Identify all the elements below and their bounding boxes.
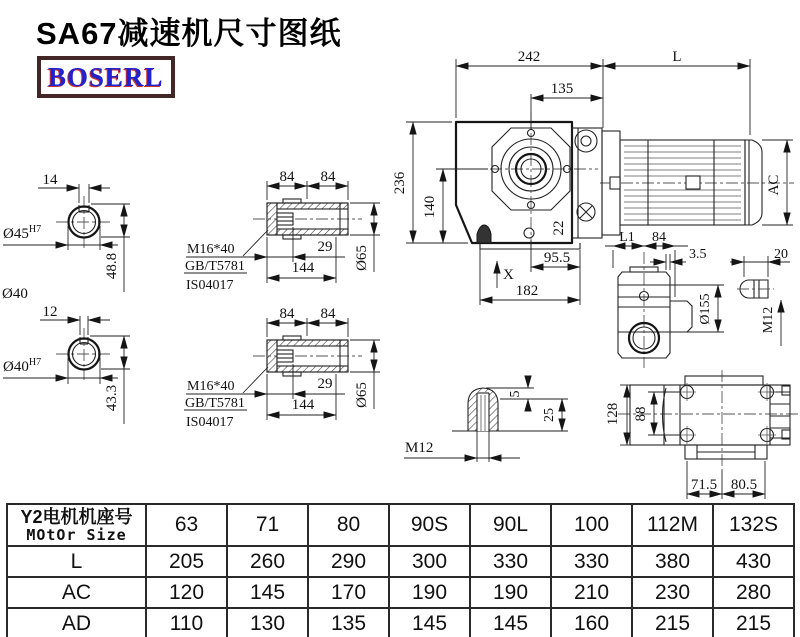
dim-bore-2: $Ø40^{H7}$ [3, 357, 42, 375]
cell: 330 [470, 546, 551, 577]
dim-seg-a-1: 84 [279, 169, 295, 185]
dim-thread-depth-2: 29 [317, 376, 333, 392]
cell: 215 [713, 608, 794, 637]
col-header: 80 [308, 504, 389, 546]
cell: 210 [551, 577, 632, 608]
dim-outer-dia: Ø40 [2, 286, 28, 302]
dim-dia-1: Ø65 [354, 245, 370, 271]
dim-84: 84 [652, 230, 666, 245]
side-flange-view [605, 230, 790, 368]
dim-foot-a: 95.5 [543, 250, 571, 266]
dim-length-1: 144 [291, 260, 315, 276]
dim-top-foot-a: 71.5 [690, 477, 718, 493]
motor-size-header-cn: Y2电机机座号 [20, 506, 133, 527]
col-header: 100 [551, 504, 632, 546]
col-header: 71 [227, 504, 308, 546]
cell: 215 [632, 608, 713, 637]
dim-3-5: 3.5 [689, 247, 707, 262]
dim-seg-a-2: 84 [279, 306, 295, 322]
dim-thread-depth-1: 29 [317, 239, 333, 255]
dim-plug-height: 25 [542, 408, 557, 422]
dim-length-2: 144 [291, 397, 315, 413]
col-header: 90S [389, 504, 470, 546]
plug-detail-view [404, 378, 568, 462]
dim-top-foot-b: 80.5 [730, 477, 758, 493]
dim-thread-side: M12 [761, 306, 776, 334]
std-iso-1: IS04017 [186, 278, 234, 293]
cell: 110 [146, 608, 227, 637]
motor-size-header [7, 504, 146, 546]
dim-face-offset: 135 [550, 81, 574, 97]
thread-callout-2: M16*40 [187, 379, 235, 394]
dim-key-width-2: 12 [42, 304, 58, 320]
col-header: 132S [713, 504, 794, 546]
sleeve-section-view-2 [184, 306, 380, 430]
cell: 205 [146, 546, 227, 577]
shaft-end-view-2 [3, 304, 130, 424]
dim-key-len: 20 [774, 247, 788, 262]
dim-key-depth-1: 48.8 [104, 252, 120, 280]
main-assembly-view [392, 49, 794, 305]
dim-plug-thread: M12 [405, 440, 434, 456]
dim-top-width: 128 [605, 402, 621, 426]
cell: 260 [227, 546, 308, 577]
col-header: 112M [632, 504, 713, 546]
dim-key-depth-2: 43.3 [104, 384, 120, 412]
row-label: AD [7, 608, 146, 637]
cell: 145 [389, 608, 470, 637]
cell: 190 [389, 577, 470, 608]
row-label: L [7, 546, 146, 577]
dim-bore-1: $Ø45^{H7}$ [3, 224, 42, 242]
page-title: SA67减速机尺寸图纸 [36, 16, 342, 51]
cell: 280 [713, 577, 794, 608]
shaft-end-view-1 [2, 172, 130, 302]
axis-mark: X [503, 267, 514, 283]
cell: 170 [308, 577, 389, 608]
dim-key-width-1: 14 [42, 172, 58, 188]
dim-lug: 22 [551, 220, 567, 236]
dim-center-height: 140 [422, 195, 438, 219]
dim-motor-dia: AC [766, 174, 782, 196]
dim-seg-b-2: 84 [320, 306, 336, 322]
dim-height: 236 [392, 171, 408, 195]
dim-seg-b-1: 84 [320, 169, 336, 185]
dim-bolt-span: 88 [633, 406, 649, 422]
cell: 290 [308, 546, 389, 577]
cell: 160 [551, 608, 632, 637]
row-label: AC [7, 577, 146, 608]
std-gb-1: GB/T5781 [185, 259, 245, 274]
brand-logo: BOSERL [37, 56, 175, 98]
cell: 145 [227, 577, 308, 608]
col-header: 90L [470, 504, 551, 546]
thread-callout-1: M16*40 [187, 242, 235, 257]
dim-motor-length: L [672, 49, 682, 65]
table-row-L [7, 546, 794, 577]
technical-drawing [0, 40, 800, 500]
dim-overall-width: 242 [517, 49, 541, 65]
cell: 330 [551, 546, 632, 577]
cell: 130 [227, 608, 308, 637]
motor-size-table [6, 503, 795, 637]
dim-foot-b: 182 [515, 283, 539, 299]
std-iso-2: IS04017 [186, 415, 234, 430]
dim-flange-dia: Ø155 [698, 293, 713, 325]
table-row-AD [7, 608, 794, 637]
cell: 135 [308, 608, 389, 637]
cell: 145 [470, 608, 551, 637]
cell: 120 [146, 577, 227, 608]
cell: 190 [470, 577, 551, 608]
dim-plug-tip: 5 [508, 390, 523, 398]
cell: 300 [389, 546, 470, 577]
col-header: 63 [146, 504, 227, 546]
std-gb-2: GB/T5781 [185, 396, 245, 411]
mounting-face-view [605, 370, 798, 499]
cell: 430 [713, 546, 794, 577]
cell: 230 [632, 577, 713, 608]
motor-size-header-en: MOtOr Size [26, 525, 127, 544]
dim-l1: L1 [619, 230, 635, 245]
sleeve-section-view-1 [184, 169, 380, 293]
table-row-AC [7, 577, 794, 608]
cell: 380 [632, 546, 713, 577]
table-header-row [7, 504, 794, 546]
dim-dia-2: Ø65 [354, 382, 370, 408]
